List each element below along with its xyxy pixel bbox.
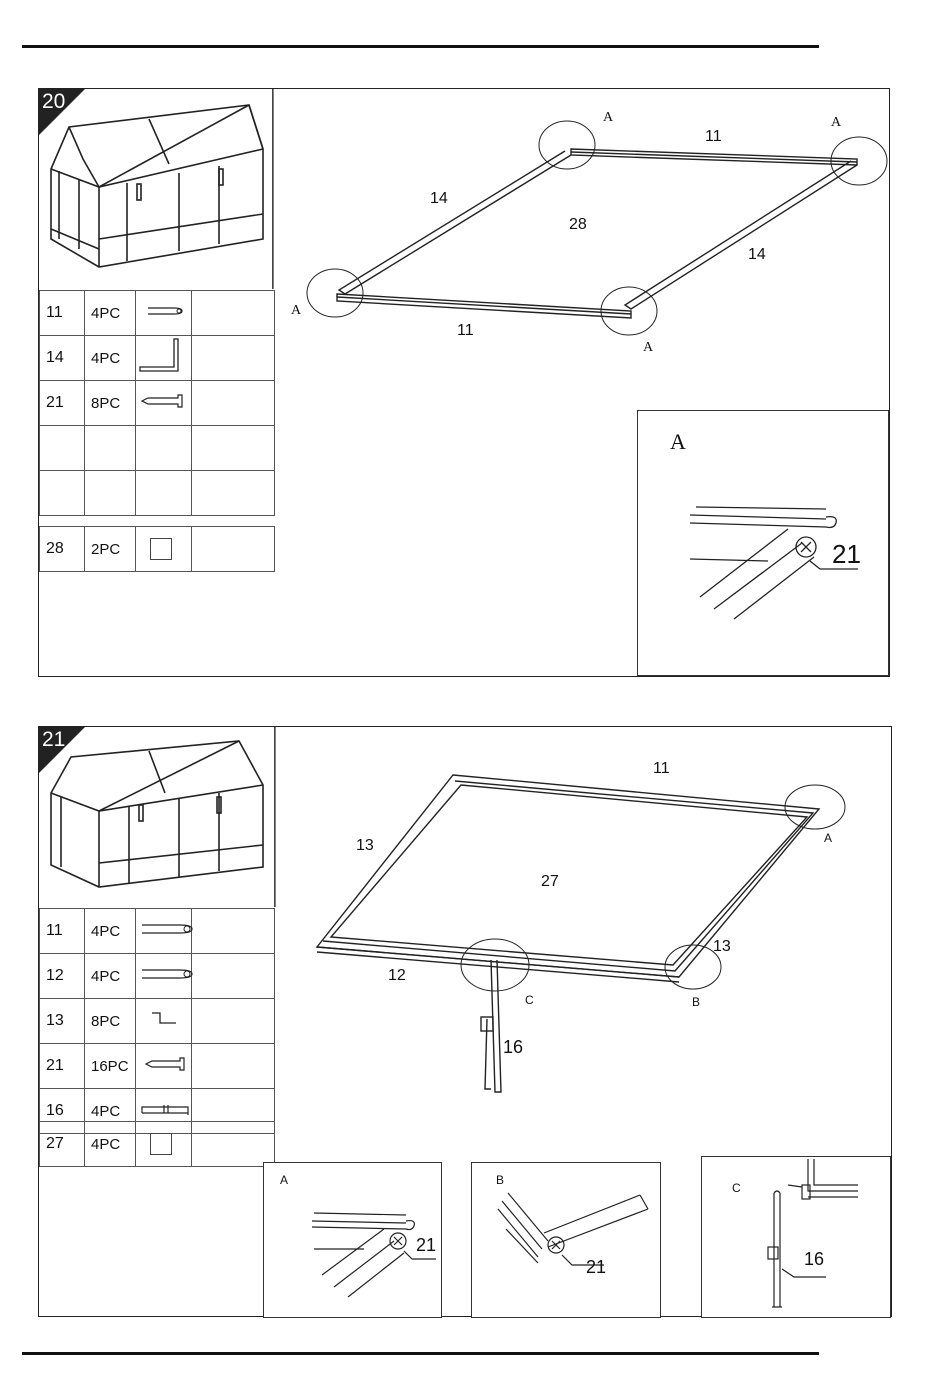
label-panel: 28 xyxy=(569,216,587,233)
detail-title: B xyxy=(496,1173,505,1187)
part-qty: 4PC xyxy=(85,954,136,999)
panel-part-table xyxy=(39,526,275,572)
part-id xyxy=(40,471,85,516)
detail-drawing xyxy=(702,1157,890,1317)
parts-table xyxy=(39,290,275,516)
part-id: 16 xyxy=(40,1089,85,1134)
rail-icon xyxy=(146,304,186,318)
part-qty: 8PC xyxy=(85,999,136,1044)
parts-row xyxy=(40,381,275,426)
label-stay: 16 xyxy=(503,1037,524,1057)
parts-table xyxy=(39,908,275,1134)
part-qty: 4PC xyxy=(85,1122,136,1167)
panel-square-icon xyxy=(150,1133,172,1155)
part-id: 12 xyxy=(40,954,85,999)
detail-title: A xyxy=(670,429,686,454)
detail-title: C xyxy=(732,1181,741,1195)
callout-c: C xyxy=(525,993,534,1007)
part-id: 11 xyxy=(40,909,85,954)
part-id: 13 xyxy=(40,999,85,1044)
label-bottom-rail: 12 xyxy=(388,967,406,984)
angle-icon xyxy=(138,337,182,375)
parts-row xyxy=(40,527,275,572)
label-top-rail: 11 xyxy=(653,760,670,777)
rail-icon xyxy=(140,920,194,938)
label-top-rail: 11 xyxy=(705,128,722,145)
frame-diagram xyxy=(279,89,899,389)
part-qty: 4PC xyxy=(85,336,136,381)
part-id: 28 xyxy=(40,527,85,572)
parts-row xyxy=(40,336,275,381)
part-qty: 4PC xyxy=(85,1089,136,1134)
parts-row xyxy=(40,1122,275,1167)
step-21-panel xyxy=(38,726,892,1317)
parts-row xyxy=(40,954,275,999)
part-id xyxy=(40,426,85,471)
step-20-panel xyxy=(38,88,890,677)
detail-b xyxy=(471,1162,661,1318)
rail-icon xyxy=(140,965,194,983)
detail-part-label: 21 xyxy=(832,539,861,569)
callout-a: A xyxy=(831,115,842,130)
part-id: 11 xyxy=(40,291,85,336)
callout-a: A xyxy=(291,303,302,318)
part-qty: 4PC xyxy=(85,291,136,336)
label-left-side: 13 xyxy=(356,837,374,854)
bottom-rule xyxy=(22,1352,819,1355)
detail-part-label: 21 xyxy=(586,1257,607,1277)
part-qty xyxy=(85,471,136,516)
part-qty: 4PC xyxy=(85,909,136,954)
detail-a xyxy=(263,1162,442,1318)
callout-a: A xyxy=(603,110,614,125)
parts-row xyxy=(40,909,275,954)
bracket-icon xyxy=(150,1011,180,1027)
part-qty: 16PC xyxy=(85,1044,136,1089)
step-number: 20 xyxy=(42,90,66,113)
label-right-rail: 14 xyxy=(748,246,766,263)
detail-part-label: 16 xyxy=(804,1249,825,1269)
part-qty xyxy=(85,426,136,471)
callout-a: A xyxy=(824,831,833,845)
step-number: 21 xyxy=(42,728,66,751)
part-qty: 2PC xyxy=(85,527,136,572)
parts-row xyxy=(40,291,275,336)
frame-diagram xyxy=(309,727,889,1107)
screw-icon xyxy=(140,393,186,409)
callout-b: B xyxy=(692,995,701,1009)
detail-c xyxy=(701,1156,891,1318)
parts-row xyxy=(40,426,275,471)
label-panel: 27 xyxy=(541,873,559,890)
callout-a: A xyxy=(643,340,654,355)
label-right-side: 13 xyxy=(713,938,731,955)
detail-drawing xyxy=(472,1163,660,1313)
screw-icon xyxy=(144,1056,190,1072)
part-id: 21 xyxy=(40,1044,85,1089)
part-id: 21 xyxy=(40,381,85,426)
label-left-rail: 14 xyxy=(430,190,448,207)
label-bottom-rail: 11 xyxy=(457,322,474,339)
parts-row xyxy=(40,1044,275,1089)
panel-part-table xyxy=(39,1121,275,1167)
detail-title: A xyxy=(280,1173,289,1187)
detail-drawing xyxy=(264,1163,440,1313)
parts-row xyxy=(40,999,275,1044)
part-id: 14 xyxy=(40,336,85,381)
part-qty: 8PC xyxy=(85,381,136,426)
panel-square-icon xyxy=(150,538,172,560)
top-rule xyxy=(22,45,819,48)
detail-part-label: 21 xyxy=(416,1235,437,1255)
part-id: 27 xyxy=(40,1122,85,1167)
parts-row xyxy=(40,471,275,516)
stay-icon xyxy=(140,1101,192,1117)
detail-a xyxy=(637,410,889,676)
